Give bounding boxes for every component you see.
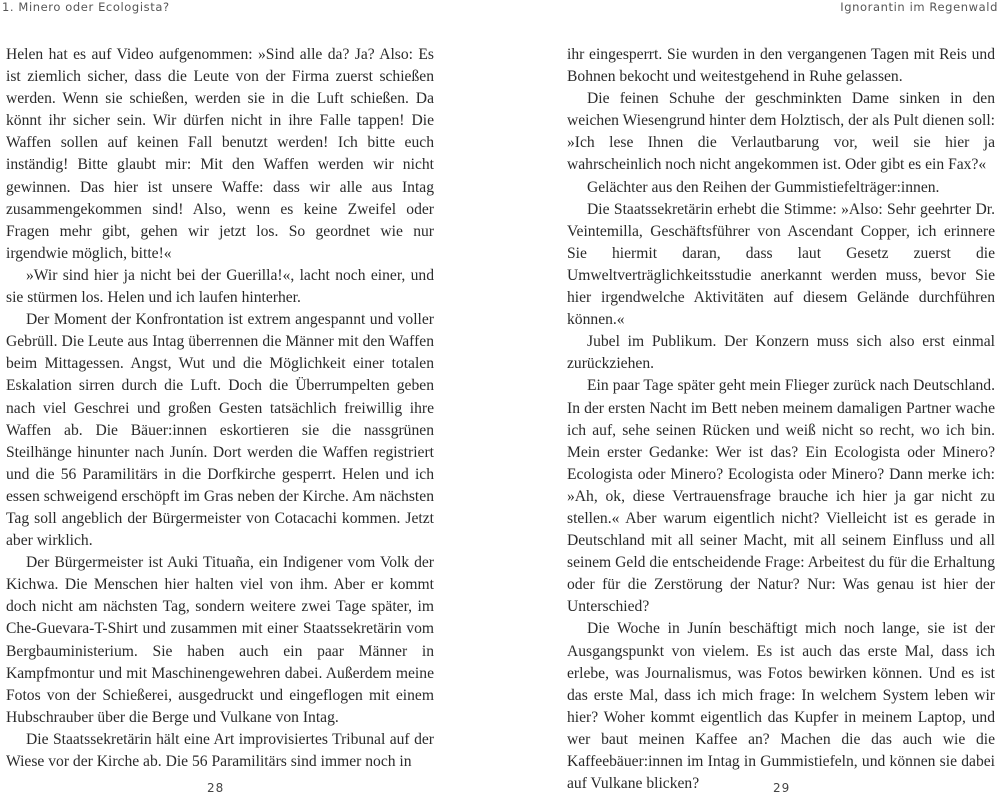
page-number-right: 29	[773, 781, 791, 795]
paragraph: Der Moment der Konfrontation ist extrem angespannt und voller Gebrüll. Die Leute aus Intag überrennen die Männer mit den Waffen beim Mittagessen. Angst, Wut und die Möglichkeit einer totalen Eskalation sirren durch die Luft. Doch die Überrumpelten geben nach viel Geschrei und großen Gesten tatsächlich freiwillig ihre Waffen ab. Die Bäuer:innen eskortieren sie die nassgrünen Steilhänge hinunter nach Junín. Dort werden die Waffen registriert und die 56 Paramilitärs in die Dorfkirche gesperrt. Helen und ich essen schweigend erschöpft im Gras neben der Kirche. Am nächsten Tag soll angeblich der Bürgermeister von Cotacachi kommen. Jetzt aber wirklich.	[6, 311, 434, 550]
paragraph: Die Staatssekretärin erhebt die Stimme: »Also: Sehr geehrter Dr. Veintemilla, Geschäftsführer von Ascendant Copper, ich erinnere Sie hiermit daran, dass laut Gesetz zuerst die Umweltverträglichkeitsstudie anerkannt werden muss, bevor Sie hier irgendwelche Aktivitäten auf diesem Gelände durchführen können.«	[567, 200, 995, 329]
paragraph: Die Staatssekretärin hält eine Art improvisiertes Tribunal auf der Wiese vor der Kirche ab. Die 56 Paramilitärs sind immer noch in	[6, 730, 434, 770]
paragraph: Ein paar Tage später geht mein Flieger zurück nach Deutschland. In der ersten Nacht im Bett neben meinem damaligen Partner wache ich auf, sehe seinen Rücken und weiß nicht so recht, wo ich bin. Mein erster Gedanke: Wer ist das? Ein Ecologista oder Minero? Ecologista oder Minero? Ecologista oder Minero? Dann merke ich: »Ah, ok, diese Vertrauensfrage brauche ich hier ja gar nicht zu stellen.« Aber warum eigentlich nicht? Vielleicht ist es gerade in Deutschland mit all seiner Macht, mit all seinem Einfluss und all seinem Geld die entscheidende Frage: Arbeitest du für die Erhaltung oder für die Zerstörung der Natur? Nur: Was genau ist hier der Unterschied?	[567, 377, 995, 616]
right-page-body	[567, 44, 995, 795]
paragraph: Die Woche in Junín beschäftigt mich noch lange, sie ist der Ausgangspunkt von vielem. Es ist auch das erste Mal, dass ich erlebe, was Journalismus, was Fotos bewirken können. Und es ist das erste Mal, dass ich mich frage: In welchem System leben wir hier? Woher kommt eigentlich das Kupfer in meinem Laptop, und wer baut meinen Kaffee an? Machen die das auch wie die Kaffeebäuer:innen im Intag in Gummistiefeln, und können sie dabei auf Vulkane blicken?	[567, 620, 995, 793]
page-number-left: 28	[207, 781, 225, 795]
paragraph: Der Bürgermeister ist Auki Tituaña, ein Indigener vom Volk der Kichwa. Die Menschen hier halten viel von ihm. Aber er kommt doch nicht am nächsten Tag, sondern weitere zwei Tage später, im Che-Guevara-T-Shirt und zusammen mit einer Staatssekretärin vom Bergbauministerium. Sie haben auch ein paar Männer in Kampfmontur und mit Maschinengewehren dabei. Außerdem meine Fotos von der Schießerei, ausgedruckt und eingeflogen mit einem Hubschrauber über die Berge und Vulkane von Intag.	[6, 554, 434, 726]
paragraph: Helen hat es auf Video aufgenommen: »Sind alle da? Ja? Also: Es ist ziemlich sicher, dass die Leute von der Firma zuerst schießen werden. Wenn sie schießen, werden sie in die Luft schießen. Da könnt ihr sicher sein. Wir dürfen nicht in ihre Falle tappen! Die Waffen sollen auf keinen Fall benutzt werden! Ich bitte euch inständig! Bitte glaubt mir: Mit den Waffen werden wir nicht gewinnen. Das hier ist unsere Waffe: dass wir alle aus Intag zusammengekommen sind! Also, wenn es keine Zweifel oder Fragen mehr gibt, gehen wir jetzt los. So geordnet wie nur irgendwie möglich, bitte!«	[6, 46, 434, 262]
running-head-left: 1. Minero oder Ecologista?	[2, 0, 170, 14]
left-page-body	[6, 44, 434, 773]
paragraph: ihr eingesperrt. Sie wurden in den vergangenen Tagen mit Reis und Bohnen bekocht und weitestgehend in Ruhe gelassen.	[567, 46, 995, 86]
running-head-right: Ignorantin im Regenwald	[840, 0, 998, 14]
paragraph: Jubel im Publikum. Der Konzern muss sich also erst einmal zurückziehen.	[567, 333, 995, 373]
paragraph: Die feinen Schuhe der geschminkten Dame sinken in den weichen Wiesengrund hinter dem Holztisch, der als Pult dienen soll: »Ich lese Ihnen die Verlautbarung vor, weil sie hier ja wahrscheinlich noch nicht angekommen ist. Oder gibt es ein Fax?«	[567, 90, 995, 174]
paragraph: »Wir sind hier ja nicht bei der Guerilla!«, lacht noch einer, und sie stürmen los. Helen und ich laufen hinterher.	[6, 266, 434, 307]
paragraph: Gelächter aus den Reihen der Gummistiefelträger:innen.	[587, 178, 940, 196]
